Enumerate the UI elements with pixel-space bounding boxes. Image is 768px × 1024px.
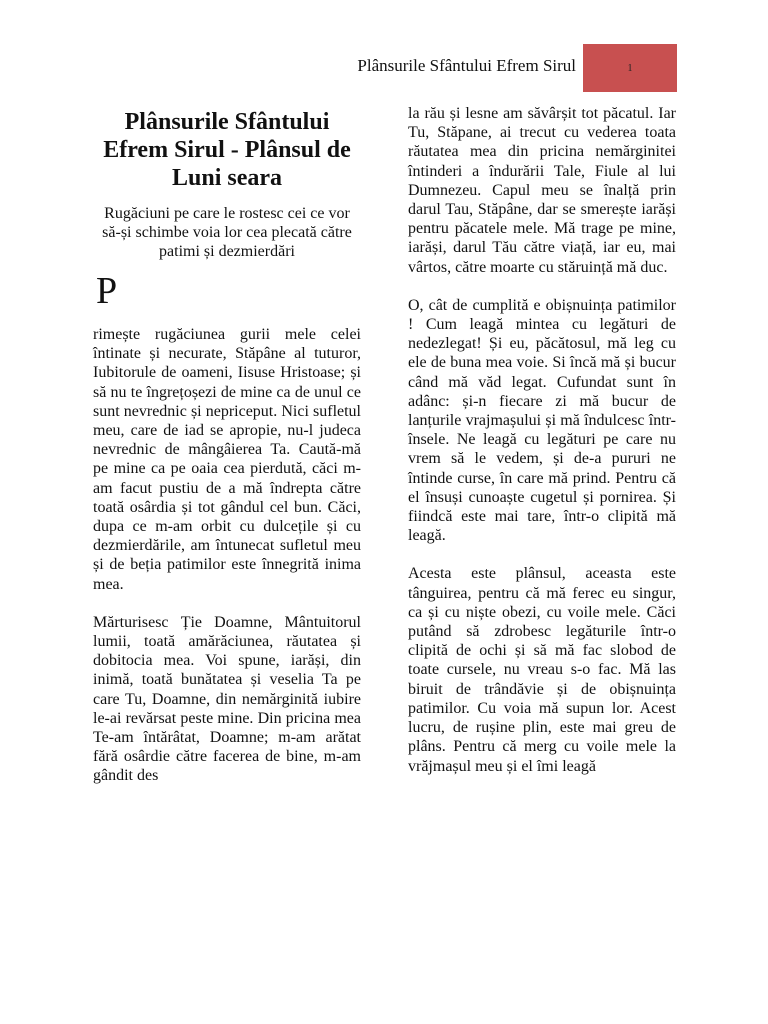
right-column: [408, 104, 676, 795]
paragraph: Mărturisesc Ție Doamne, Mântuitorul lumii, toată amărăciunea, răutatea și dobitocia mea. Voi spune, iarăși, din inimă, toată bunătatea și veselia Ta pe care Tu, Doamne, din nemărginită iubire le-ai revărsat peste mine. Din pricina mea Te-am întărâtat, Doamne; m-am arătat fără osârdie către facerea de bine, m-am gândit des: [93, 613, 361, 785]
paragraph: la rău și lesne am săvârșit tot păcatul. Iar Tu, Stăpane, ai trecut cu vederea toata răutatea mea din pricina nemărginitei întinderi a îndurării Tale, Fiule al lui Dumnezeu. Capul meu se înalță prin darul Tau, Stăpâne, dar se smerește iarăși pentru păcatele mele. Mă trage pe mine, iarăși, darul Tău către viață, iar eu, mai vârtos, către moarte cu stăruință mă duc.: [408, 105, 676, 276]
paragraph: Acesta este plânsul, aceasta este tânguirea, pentru că mă ferec eu singur, ca și cu niște obezi, cu voile mele. Căci putând să zdrobesc legăturile într-o clipită de ochi și să mă fac slobod de toate cursele, nu vreau s-o fac. Mă las biruit de trândăvie și de obișnuința patimilor. Cu voia mă supun lor. Acest lucru, de rușine plin, este mai greu de plâns. Pentru că merg cu voile mele la vrăjmașul meu și el îmi leagă: [408, 565, 676, 775]
paragraph: O, cât de cumplită e obișnuința patimilor ! Cum leagă mintea cu legături de nedezlegat! Și eu, păcătosul, mă leg cu ele de buna mea voie. Si încă mă și bucur când mă văd legat. Cufundat sunt în adânc: și-n fiecare zi mă bucur de lanțurile vrajmașului și mă îndulcesc într-însele. Ne leagă cu legături pe care nu vrem să le vedem, și de-a pururi ne întinde curse, în care mă prind. Pentru că el însuși cunoaște cugetul și pornirea. Și fiindcă este mai tare, într-o clipită mă leagă.: [408, 296, 676, 545]
running-header-title: Plânsurile Sfântului Efrem Sirul: [357, 56, 576, 75]
article-title: Plânsurile Sfântului Efrem Sirul - Plânsul de Luni seara: [103, 109, 351, 191]
page-header: [0, 44, 768, 92]
page-number-box: [583, 44, 677, 92]
page-number: 1: [627, 62, 633, 74]
paragraph: rimește rugăciunea gurii mele celei întinate și necurate, Stăpâne al tuturor, Iubitorule de oameni, Iisuse Hristoase; și să nu te îngrețoșezi de mine ca de unul ce sunt nevrednic și nepriceput. Nici sufletul meu, care de iad se apropie, nu-l judeca nevrednic de mângâierea Ta. Caută-mă pe mine ca pe oaia cea pierdută, căci m-am facut pustiu de a mă îndrepta către toată osârdia și tot gândul cel bun. Căci, dupa ce m-am orbit cu dulcețile și cu dezmierdările, am întunecat sufletul meu și de beția patimilor este înnegrită inima mea.: [93, 326, 361, 593]
article-subtitle: Rugăciuni pe care le rostesc cei ce vor să-și schimbe voia lor cea plecată către patimi și dezmierdări: [102, 205, 352, 260]
drop-cap: P: [96, 270, 118, 312]
left-column: [93, 108, 361, 805]
